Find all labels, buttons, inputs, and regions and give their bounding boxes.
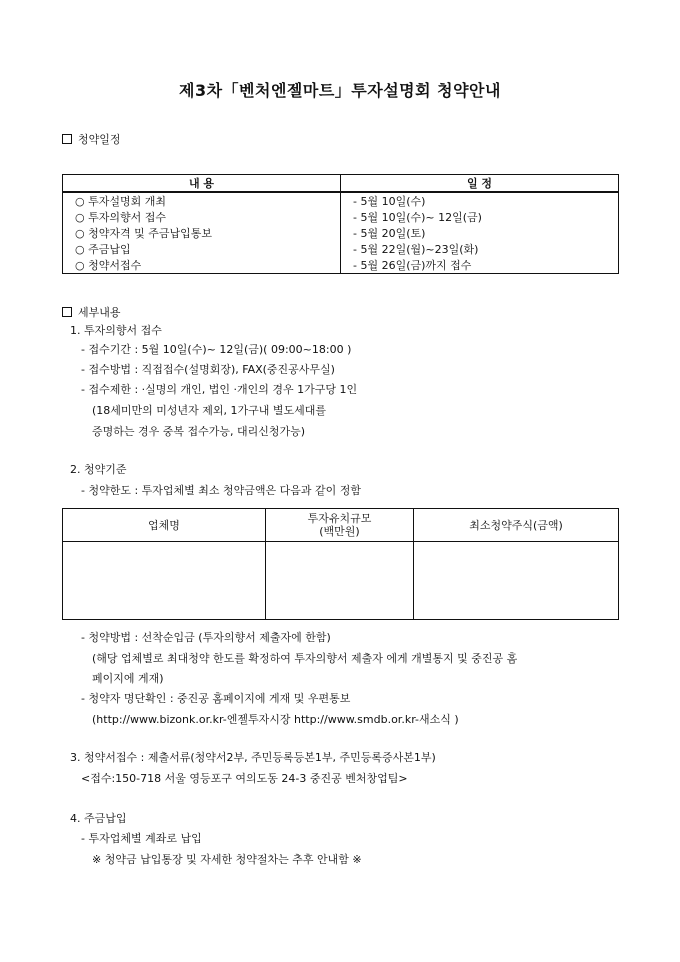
table-row: [63, 257, 619, 274]
table-row: [63, 209, 619, 225]
section-heading-schedule: [62, 131, 121, 147]
detail-line: (http://www.bizonk.or.kr-엔젤투자시장 http://www.smdb.or.kr-새소식 ): [92, 713, 459, 726]
detail-line: - 접수방법 : 직접접수(설명회장), FAX(중진공사무실): [81, 363, 335, 376]
table-header-row: [63, 509, 619, 542]
schedule-date: - 5월 10일(수)~ 12일(금): [341, 209, 619, 225]
schedule-item: ○ 투자의향서 접수: [63, 209, 341, 225]
header-date: 일 정: [341, 175, 619, 193]
page-title: 제3차「벤처엔젤마트」투자설명회 청약안내: [179, 81, 501, 100]
table-row: [63, 225, 619, 241]
schedule-date: - 5월 26일(금)까지 접수: [341, 257, 619, 274]
detail-line: ※ 청약금 납입통장 및 자세한 청약절차는 추후 안내함 ※: [92, 853, 362, 866]
section-label: 청약일정: [78, 133, 121, 146]
schedule-item: ○ 청약자격 및 주금납입통보: [63, 225, 341, 241]
detail-line: (해당 업체별로 최대청약 한도를 확정하여 투자의향서 제출자 에게 개별통지 및 중진공 홈: [92, 652, 518, 665]
schedule-item: ○ 청약서접수: [63, 257, 341, 274]
subsection-title: 2. 청약기준: [70, 463, 127, 476]
schedule-date: - 5월 22일(월)~23일(화): [341, 241, 619, 257]
table-cell: [414, 542, 619, 620]
schedule-date: - 5월 20일(토): [341, 225, 619, 241]
detail-line: 증명하는 경우 중복 접수가능, 대리신청가능): [92, 425, 306, 438]
section-heading-details: [62, 304, 121, 320]
detail-line: - 투자업체별 계좌로 납입: [81, 832, 202, 845]
table-cell: [266, 542, 414, 620]
subsection-title: 3. 청약서접수 : 제출서류(청약서2부, 주민등록등본1부, 주민등록증사본1부): [70, 751, 436, 764]
schedule-item: ○ 주금납입: [63, 241, 341, 257]
detail-line: - 청약방법 : 선착순입금 (투자의향서 제출자에 한함): [81, 631, 331, 644]
detail-line: <접수:150-718 서울 영등포구 여의도동 24-3 중진공 벤처창업팀>: [81, 772, 408, 785]
header-investment-scale-label: 투자유치규모: [307, 512, 372, 525]
detail-line: - 청약자 명단확인 : 중진공 홈페이지에 게재 및 우편통보: [81, 692, 351, 705]
subsection-title: 4. 주금납입: [70, 812, 127, 825]
schedule-table: [62, 174, 619, 274]
detail-line: - 청약한도 : 투자업체별 최소 청약금액은 다음과 같이 정함: [81, 484, 362, 497]
checkbox-square-icon: [62, 307, 72, 317]
table-row: [63, 542, 619, 620]
table-row: [63, 192, 619, 209]
detail-line: - 접수기간 : 5월 10일(수)~ 12일(금)( 09:00~18:00 ): [81, 343, 352, 356]
table-cell: [63, 542, 266, 620]
header-content: 내 용: [63, 175, 341, 193]
subsection-title: 1. 투자의향서 접수: [70, 324, 162, 337]
schedule-item: ○ 투자설명회 개최: [63, 192, 341, 209]
criteria-table: [62, 508, 619, 620]
table-row: [63, 241, 619, 257]
header-min-subscription: 최소청약주식(금액): [414, 509, 619, 542]
header-investment-scale: [266, 509, 414, 542]
detail-line: - 접수제한 : ·실명의 개인, 법인 ·개인의 경우 1가구당 1인: [81, 383, 358, 396]
checkbox-square-icon: [62, 134, 72, 144]
detail-line: (18세미만의 미성년자 제외, 1가구내 별도세대를: [92, 404, 327, 417]
table-header-row: [63, 175, 619, 193]
schedule-date: - 5월 10일(수): [341, 192, 619, 209]
header-company: 업체명: [63, 509, 266, 542]
detail-line: 페이지에 게재): [92, 672, 164, 685]
header-investment-scale-unit: (백만원): [319, 525, 360, 538]
section-label: 세부내용: [78, 306, 121, 319]
